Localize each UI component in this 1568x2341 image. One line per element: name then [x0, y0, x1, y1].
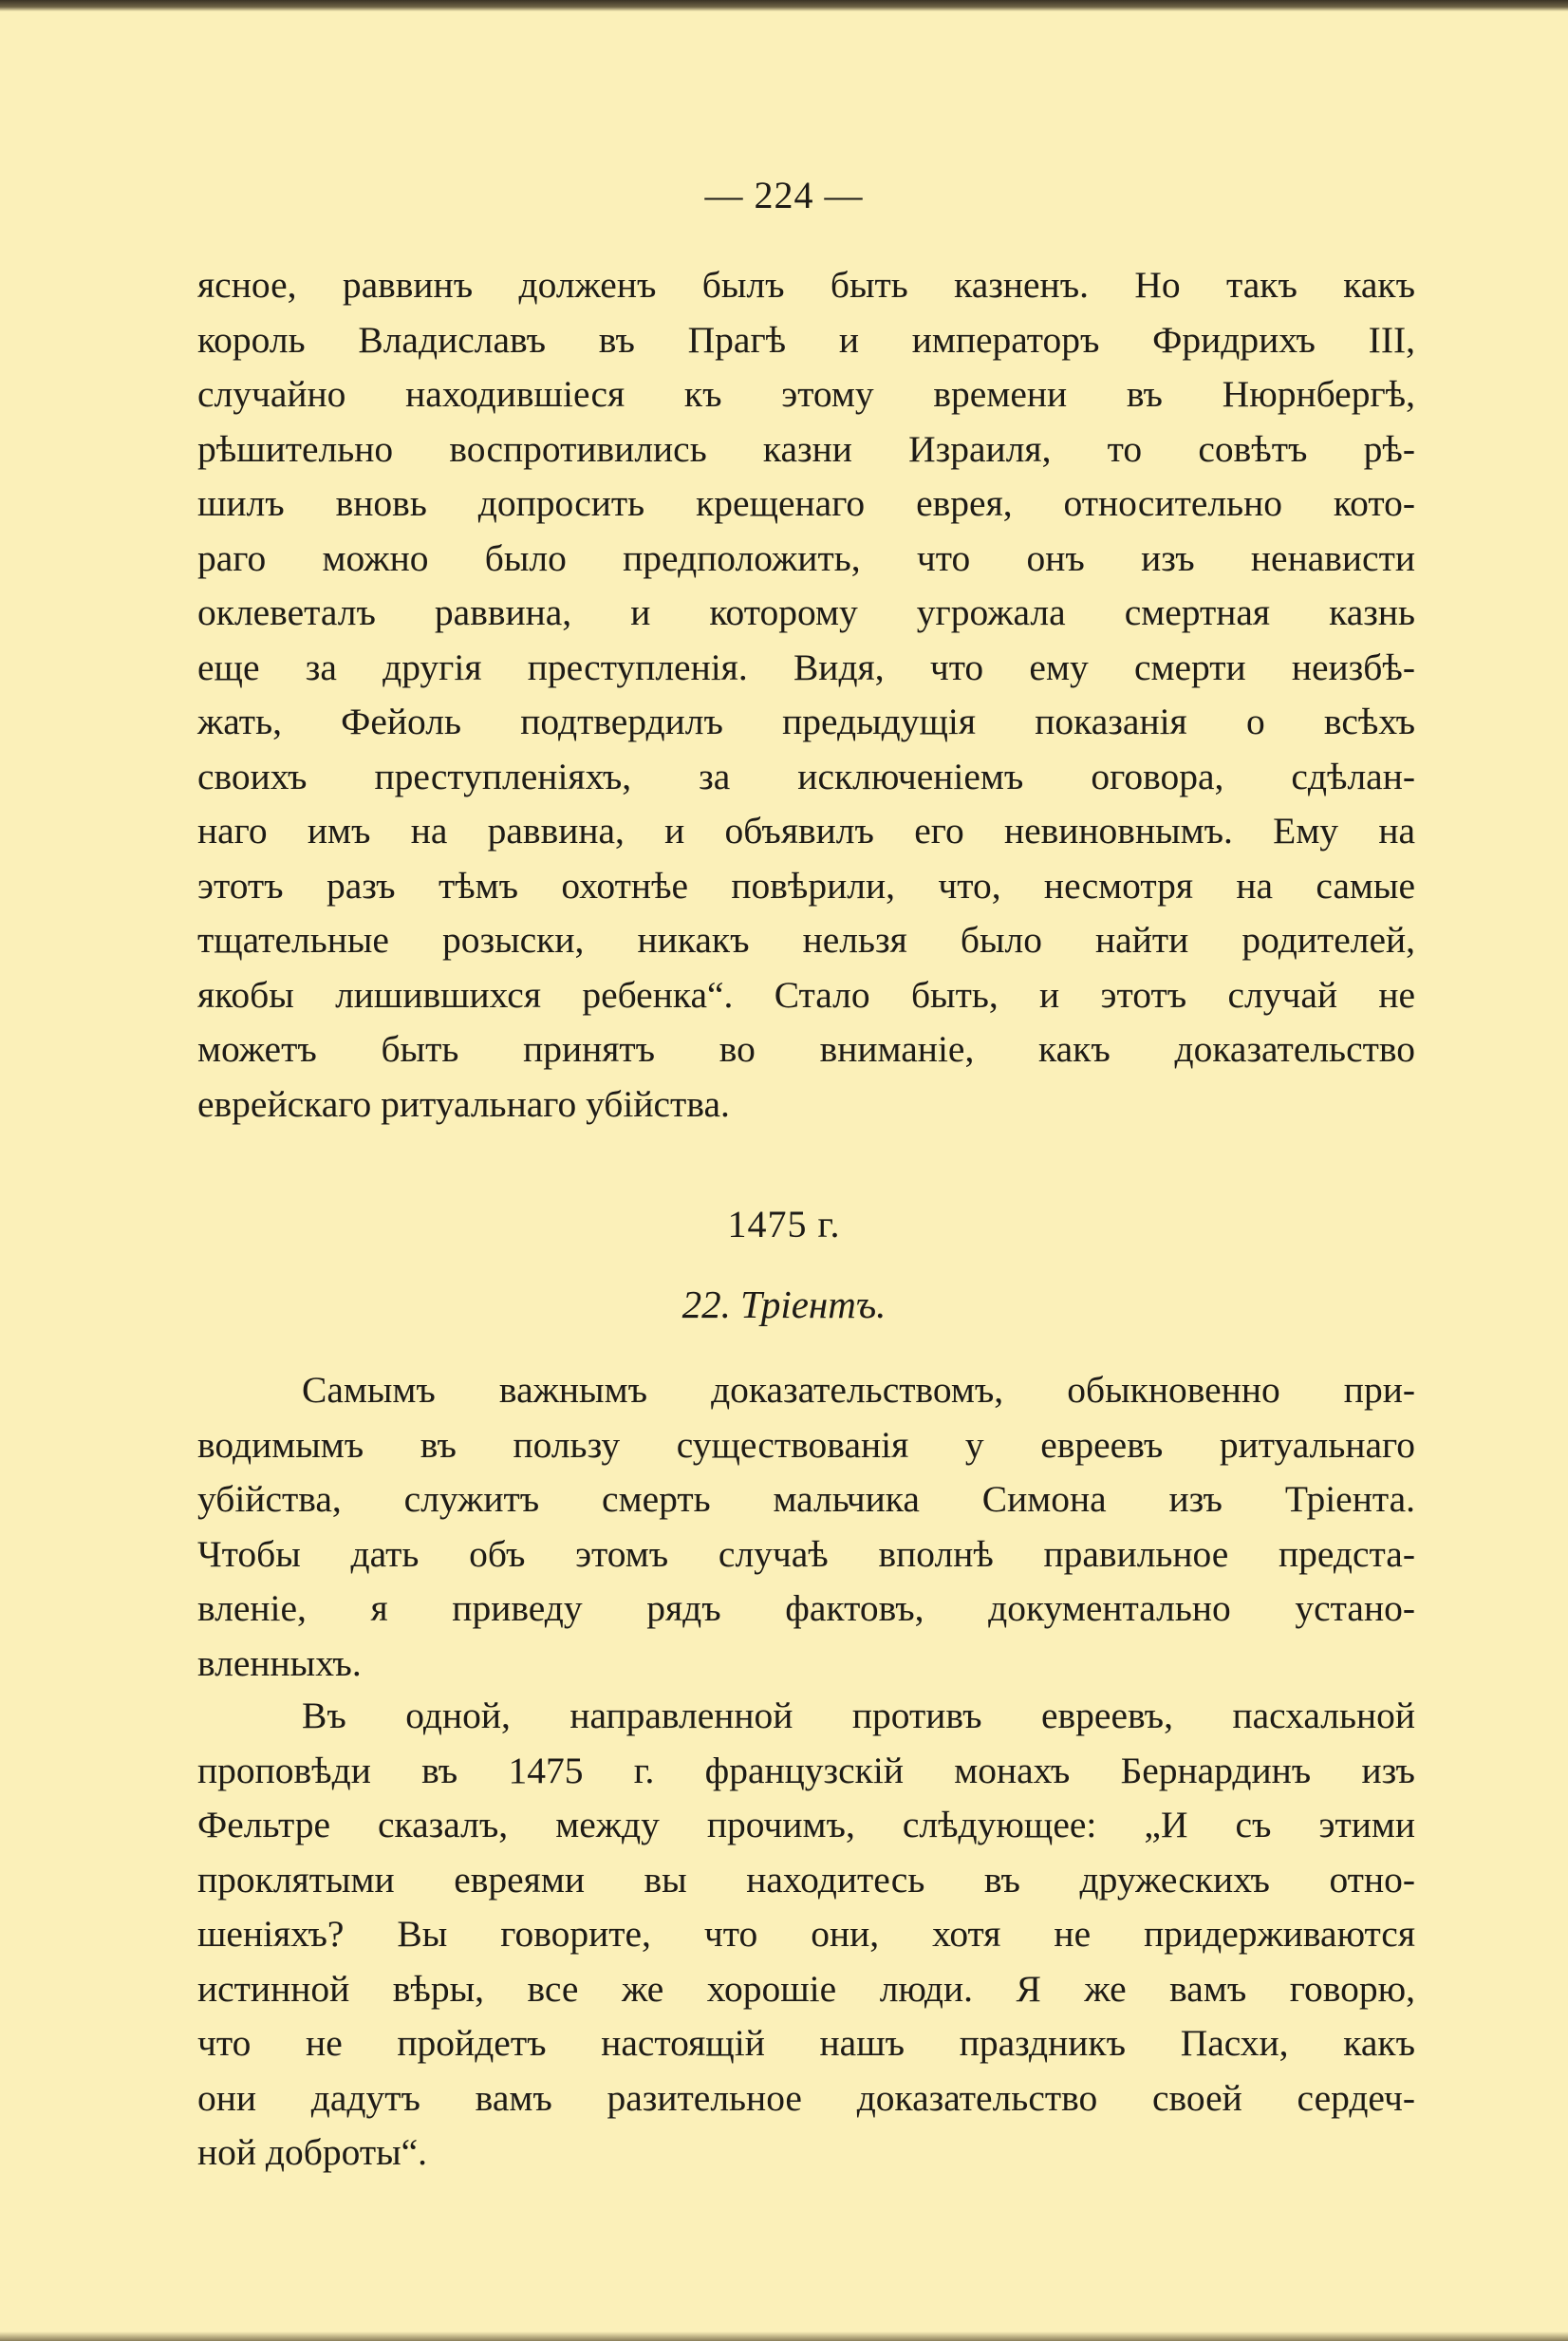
text-line: можетъ быть принятъ во вниманіе, какъ доказательство	[197, 1028, 1415, 1070]
text-line: наго имъ на раввина, и объявилъ его невиновнымъ. Ему на	[197, 810, 1415, 852]
section-title: 22. Тріентъ.	[681, 1283, 887, 1326]
text-line: король Владиславъ въ Прагѣ и императоръ Фридрихъ III,	[197, 318, 1415, 361]
text-line: водимымъ въ пользу существованія у евреевъ ритуальнаго	[197, 1423, 1415, 1466]
text-line: оклеветалъ раввина, и которому угрожала смертная казнь	[197, 591, 1415, 633]
paragraph-1	[197, 258, 1415, 1132]
text-line: шилъ вновь допросить крещенаго еврея, относительно кото-	[197, 482, 1415, 524]
paragraph-2	[197, 1363, 1415, 1691]
page-number: — 224 —	[704, 174, 864, 216]
text-line: якобы лишившихся ребенка“. Стало быть, и этотъ случай не	[197, 973, 1415, 1016]
text-line: рѣшительно воспротивились казни Израиля, то совѣтъ рѣ-	[197, 427, 1415, 470]
text-line: ясное, раввинъ долженъ былъ быть казненъ. Но такъ какъ	[197, 264, 1415, 306]
text-line: вленныхъ.	[197, 1641, 362, 1684]
text-line: еще за другія преступленія. Видя, что ему смерти неизбѣ-	[197, 646, 1415, 688]
text-line: случайно находившіеся къ этому времени въ Нюрнбергѣ,	[197, 373, 1415, 415]
text-line: жать, Фейоль подтвердилъ предыдущія показанія о всѣхъ	[197, 701, 1415, 742]
text-line: проповѣди въ 1475 г. французскій монахъ Бернардинъ изъ	[197, 1749, 1415, 1791]
text-line: убійства, служитъ смерть мальчика Симона изъ Тріента.	[197, 1478, 1415, 1520]
text-line: Самымъ важнымъ доказательствомъ, обыкновенно при-	[302, 1369, 1415, 1411]
text-line: раго можно было предположить, что онъ изъ ненависти	[197, 536, 1415, 579]
text-line: этотъ разъ тѣмъ охотнѣе повѣрили, что, несмотря на самые	[197, 864, 1415, 907]
text-line: они дадутъ вамъ разительное доказательство своей сердеч-	[197, 2076, 1415, 2119]
text-line: вленіе, я приведу рядъ фактовъ, документально устано-	[197, 1587, 1415, 1629]
page-top-edge	[0, 0, 1568, 11]
section-year: 1475 г.	[727, 1203, 841, 1245]
text-line: что не пройдетъ настоящій нашъ праздникъ Пасхи, какъ	[197, 2022, 1415, 2064]
text-line: Въ одной, направленной противъ евреевъ, пасхальной	[302, 1695, 1415, 1736]
text-line: шеніяхъ? Вы говорите, что они, хотя не придерживаются	[197, 1913, 1415, 1955]
text-line: своихъ преступленіяхъ, за исключеніемъ оговора, сдѣлан-	[197, 755, 1415, 797]
text-line: Чтобы дать объ этомъ случаѣ вполнѣ правильное предста-	[197, 1532, 1415, 1575]
text-line: истинной вѣры, все же хорошіе люди. Я же вамъ говорю,	[197, 1967, 1415, 2010]
text-line: еврейскаго ритуальнаго убійства.	[197, 1082, 730, 1125]
paragraph-3	[197, 1689, 1415, 2181]
text-line: Фельтре сказалъ, между прочимъ, слѣдующее: „И съ этими	[197, 1804, 1415, 1845]
page-bottom-edge	[0, 2332, 1568, 2341]
text-line: тщательные розыски, никакъ нельзя было найти родителей,	[197, 919, 1415, 961]
text-line: проклятыми евреями вы находитесь въ дружескихъ отно-	[197, 1858, 1415, 1901]
text-line: ной доброты“.	[197, 2131, 428, 2173]
